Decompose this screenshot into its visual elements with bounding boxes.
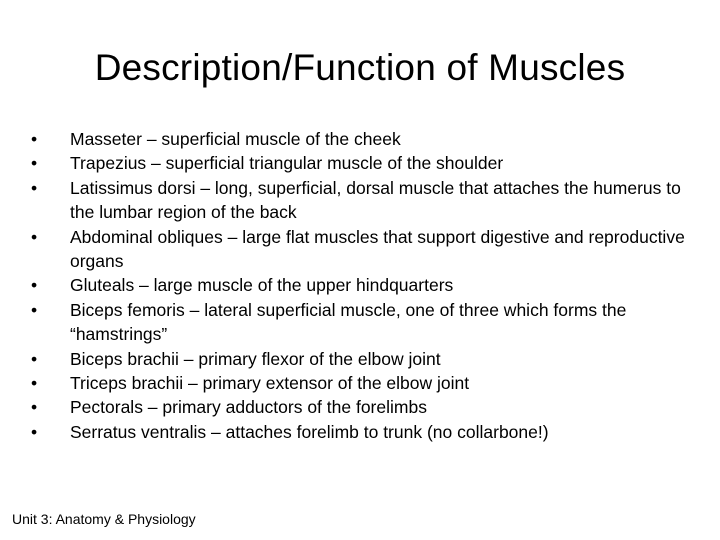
list-item-text: Serratus ventralis – attaches forelimb to trunk (no collarbone!) (70, 421, 549, 442)
list-item-text: Masseter – superficial muscle of the cheek (70, 129, 401, 149)
list-item-text: Pectorals – primary adductors of the forelimbs (70, 397, 427, 418)
bullet-icon: • (31, 397, 38, 418)
list-item (30, 347, 690, 371)
list-item (30, 127, 690, 151)
list-item-text: Triceps brachii – primary extensor of the elbow joint (70, 373, 470, 394)
list-item (30, 298, 690, 347)
list-item-text: Abdominal obliques – large flat muscles that support digestive and reproductive organs (70, 226, 685, 272)
bullet-icon: • (31, 421, 38, 442)
list-item (30, 225, 690, 274)
list-item (30, 273, 690, 297)
list-item-text: Biceps femoris – lateral superficial muscle, one of three which forms the “hamstrings” (70, 299, 627, 345)
footer-text: Unit 3: Anatomy & Physiology (12, 511, 196, 527)
bullet-icon: • (31, 177, 38, 198)
bullet-list (30, 127, 690, 444)
bullet-icon: • (31, 299, 38, 320)
list-item-text: Trapezius – superficial triangular muscle of the shoulder (70, 153, 504, 174)
list-item (30, 420, 690, 444)
list-item (30, 371, 690, 395)
list-item-text: Latissimus dorsi – long, superficial, dorsal muscle that attaches the humerus to the lumbar region of the back (70, 177, 681, 223)
bullet-icon: • (31, 226, 38, 247)
list-item-text: Gluteals – large muscle of the upper hindquarters (70, 275, 454, 296)
bullet-icon: • (31, 275, 38, 296)
list-item-text: Biceps brachii – primary flexor of the elbow joint (70, 348, 441, 369)
bullet-icon: • (31, 129, 38, 149)
bullet-icon: • (31, 153, 38, 174)
bullet-icon: • (31, 373, 38, 394)
list-item (30, 395, 690, 419)
slide-title: Description/Function of Muscles (94, 47, 626, 88)
list-item (30, 151, 690, 175)
bullet-icon: • (31, 348, 38, 369)
list-item (30, 176, 690, 225)
